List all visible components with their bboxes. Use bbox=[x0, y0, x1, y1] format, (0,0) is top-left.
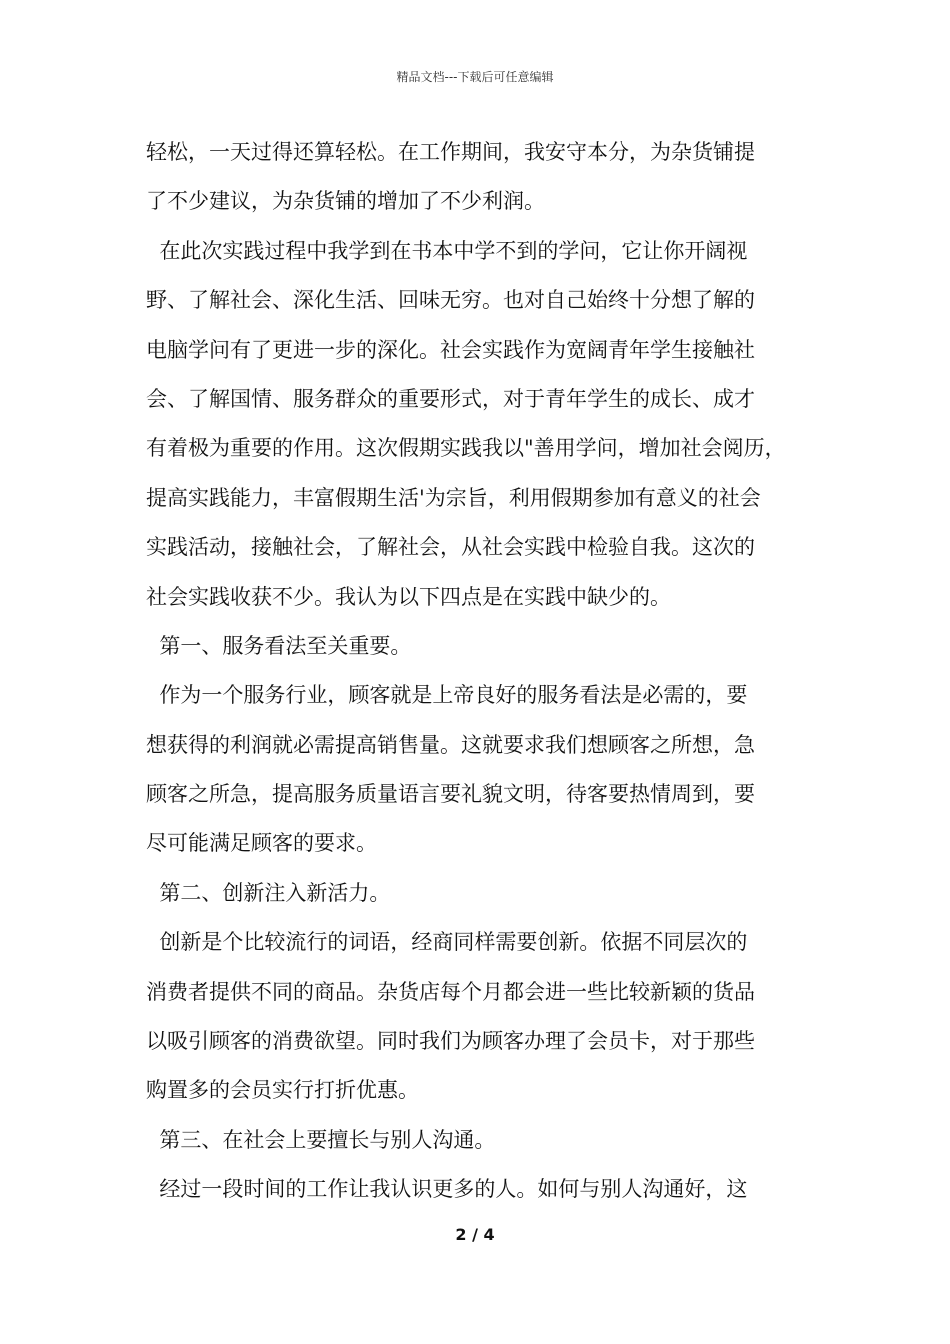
text-line: 经过一段时间的工作让我认识更多的人。如何与别人沟通好，这 bbox=[146, 1177, 748, 1202]
text-line: 在此次实践过程中我学到在书本中学不到的学问，它让你开阔视 bbox=[146, 238, 748, 263]
text-line: 了不少建议，为杂货铺的增加了不少利润。 bbox=[146, 189, 545, 214]
text-line: 有着极为重要的作用。这次假期实践我以"善用学问，增加社会阅历， bbox=[146, 436, 786, 461]
page-header: 精品文档---下载后可任意编辑 bbox=[396, 70, 554, 84]
text-line: 会、了解国情、服务群众的重要形式，对于青年学生的成长、成才 bbox=[146, 386, 755, 411]
text-line: 顾客之所急，提高服务质量语言要礼貌文明，待客要热情周到，要 bbox=[146, 782, 755, 807]
text-line: 第一、服务看法至关重要。 bbox=[146, 633, 412, 658]
text-line: 实践活动，接触社会，了解社会，从社会实践中检验自我。这次的 bbox=[146, 535, 755, 560]
text-line: 第三、在社会上要擅长与别人沟通。 bbox=[146, 1127, 496, 1152]
text-line: 以吸引顾客的消费欲望。同时我们为顾客办理了会员卡，对于那些 bbox=[146, 1029, 755, 1054]
page-number: 2 / 4 bbox=[455, 1225, 495, 1244]
text-line: 第二、创新注入新活力。 bbox=[146, 880, 391, 905]
text-line: 社会实践收获不少。我认为以下四点是在实践中缺少的。 bbox=[146, 584, 671, 609]
text-line: 作为一个服务行业，顾客就是上帝良好的服务看法是必需的，要 bbox=[146, 683, 748, 708]
text-line: 购置多的会员实行打折优惠。 bbox=[146, 1078, 419, 1103]
text-line: 创新是个比较流行的词语，经商同样需要创新。依据不同层次的 bbox=[146, 930, 748, 955]
text-line: 想获得的利润就必需提高销售量。这就要求我们想顾客之所想，急 bbox=[146, 732, 755, 757]
text-line: 消费者提供不同的商品。杂货店每个月都会进一些比较新颖的货品 bbox=[146, 979, 755, 1004]
text-line: 电脑学问有了更进一步的深化。社会实践作为宽阔青年学生接触社 bbox=[146, 337, 755, 362]
text-line: 野、了解社会、深化生活、回味无穷。也对自己始终十分想了解的 bbox=[146, 288, 755, 313]
text-line: 轻松，一天过得还算轻松。在工作期间，我安守本分，为杂货铺提 bbox=[146, 140, 755, 164]
body-text bbox=[146, 128, 818, 1215]
text-line: 尽可能满足顾客的要求。 bbox=[146, 831, 377, 856]
text-line: 提高实践能力，丰富假期生活'为宗旨，利用假期参加有意义的社会 bbox=[146, 485, 761, 510]
